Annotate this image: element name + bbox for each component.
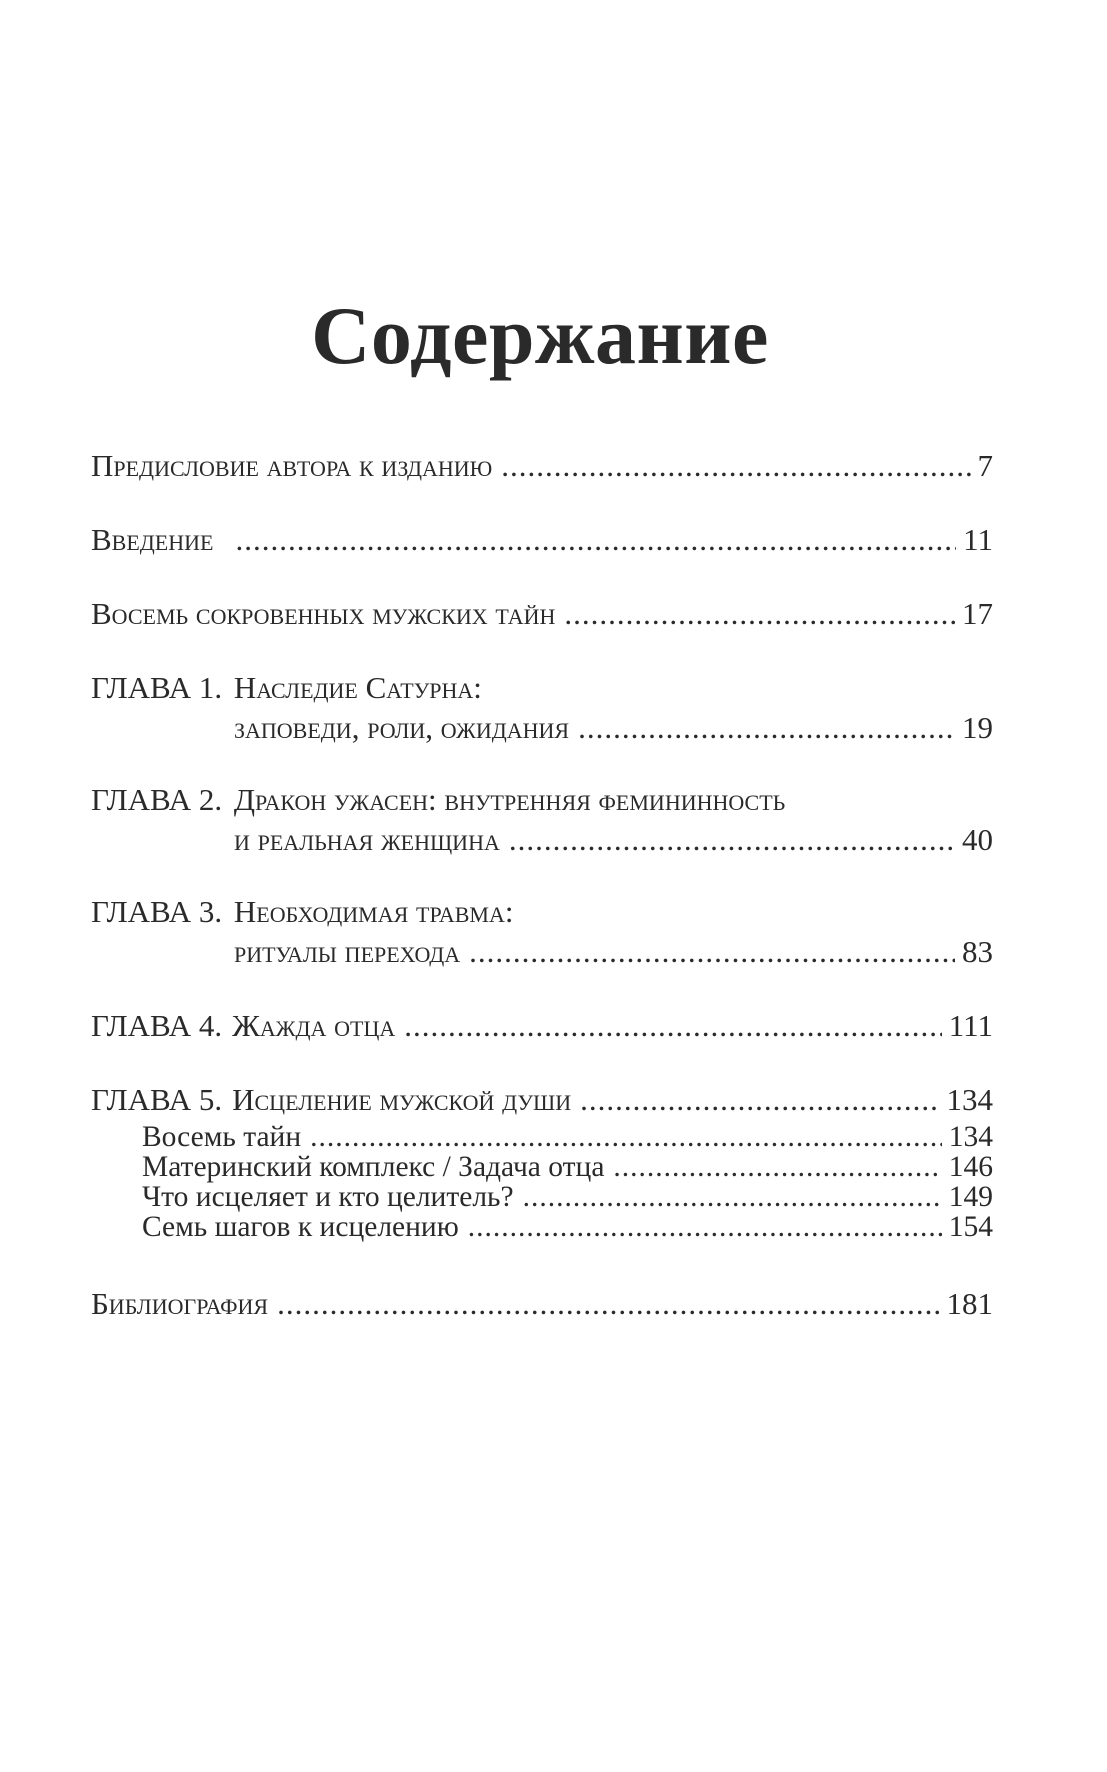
toc-subentry-label: Восемь тайн bbox=[142, 1121, 302, 1153]
chapter-prefix: ГЛАВА 2. bbox=[91, 782, 223, 817]
toc-entry-introduction[interactable] bbox=[91, 522, 993, 558]
toc-entry-label: Исцеление мужской души bbox=[232, 1082, 572, 1117]
toc-entry-page: 17 bbox=[962, 596, 993, 631]
leader-dots bbox=[523, 1182, 942, 1212]
toc-entry-page: 83 bbox=[962, 934, 993, 969]
toc-entry-page: 111 bbox=[948, 1008, 993, 1043]
toc-subentry[interactable] bbox=[142, 1212, 993, 1242]
leader-dots bbox=[613, 1152, 941, 1182]
toc-entry-label: Восемь сокровенных мужских тайн bbox=[91, 596, 556, 631]
toc-entry-chapter-2[interactable] bbox=[91, 782, 785, 818]
chapter-prefix: ГЛАВА 3. bbox=[91, 894, 223, 929]
leader-dots bbox=[468, 1212, 942, 1242]
leader-dots bbox=[404, 1008, 942, 1044]
toc-entry-bibliography[interactable] bbox=[91, 1286, 993, 1322]
toc-entry-label-cont: заповеди, роли, ожидания bbox=[234, 710, 570, 745]
toc-entry-page: 11 bbox=[963, 522, 993, 557]
toc-entry-chapter-1-cont[interactable] bbox=[234, 710, 993, 746]
chapter-prefix: ГЛАВА 4. bbox=[91, 1008, 223, 1043]
toc-subentry-page: 134 bbox=[948, 1121, 993, 1153]
toc-entry-page: 19 bbox=[962, 710, 993, 745]
toc-entry-page: 7 bbox=[977, 448, 993, 483]
toc-subentry-page: 146 bbox=[948, 1151, 993, 1183]
toc-subentry[interactable] bbox=[142, 1122, 993, 1152]
toc-entry-label: Введение bbox=[91, 522, 214, 557]
toc-subentry-page: 154 bbox=[948, 1211, 993, 1243]
toc-entry-chapter-2-cont[interactable] bbox=[234, 822, 993, 858]
leader-dots bbox=[501, 448, 970, 484]
toc-entry-chapter-1[interactable] bbox=[91, 670, 482, 706]
toc-entry-chapter-3[interactable] bbox=[91, 894, 514, 930]
leader-dots bbox=[469, 934, 955, 970]
toc-subentry-label: Семь шагов к исцелению bbox=[142, 1211, 459, 1243]
toc-entry-chapter-4[interactable] bbox=[91, 1008, 993, 1044]
toc-entry-label-cont: ритуалы перехода bbox=[234, 934, 461, 969]
leader-dots bbox=[509, 822, 955, 858]
toc-entry-label: Дракон ужасен: внутренняя фемининность bbox=[233, 782, 786, 817]
toc-subentry[interactable] bbox=[142, 1182, 993, 1212]
toc-entry-page: 181 bbox=[946, 1286, 993, 1321]
toc-entry-label: Наследие Сатурна: bbox=[233, 670, 482, 705]
toc-entry-label: Жажда отца bbox=[232, 1008, 396, 1043]
leader-dots bbox=[564, 596, 955, 632]
toc-entry-label: Предисловие автора к изданию bbox=[91, 448, 493, 483]
toc-entry-eight-secrets[interactable] bbox=[91, 596, 993, 632]
leader-dots bbox=[277, 1286, 939, 1322]
leader-dots bbox=[310, 1122, 942, 1152]
toc-subentry-label: Что исцеляет и кто целитель? bbox=[142, 1181, 514, 1213]
toc-entry-chapter-5[interactable] bbox=[91, 1082, 993, 1118]
toc-entry-chapter-3-cont[interactable] bbox=[234, 934, 993, 970]
leader-dots bbox=[235, 522, 956, 558]
toc-entry-preface[interactable] bbox=[91, 448, 993, 484]
leader-dots bbox=[578, 710, 955, 746]
toc-entry-label-cont: и реальная женщина bbox=[234, 822, 500, 857]
leader-dots bbox=[580, 1082, 939, 1118]
chapter-prefix: ГЛАВА 5. bbox=[91, 1082, 223, 1117]
toc-entry-page: 40 bbox=[962, 822, 993, 857]
chapter-prefix: ГЛАВА 1. bbox=[91, 670, 223, 705]
toc-subentry[interactable] bbox=[142, 1152, 993, 1182]
toc-entry-label: Необходимая травма: bbox=[233, 894, 514, 929]
toc-entry-page: 134 bbox=[946, 1082, 993, 1117]
toc-subentry-label: Материнский комплекс / Задача отца bbox=[142, 1151, 605, 1183]
toc-entry-label: Библиография bbox=[91, 1286, 269, 1321]
page-title: Содержание bbox=[311, 290, 769, 381]
toc-subentry-page: 149 bbox=[948, 1181, 993, 1213]
